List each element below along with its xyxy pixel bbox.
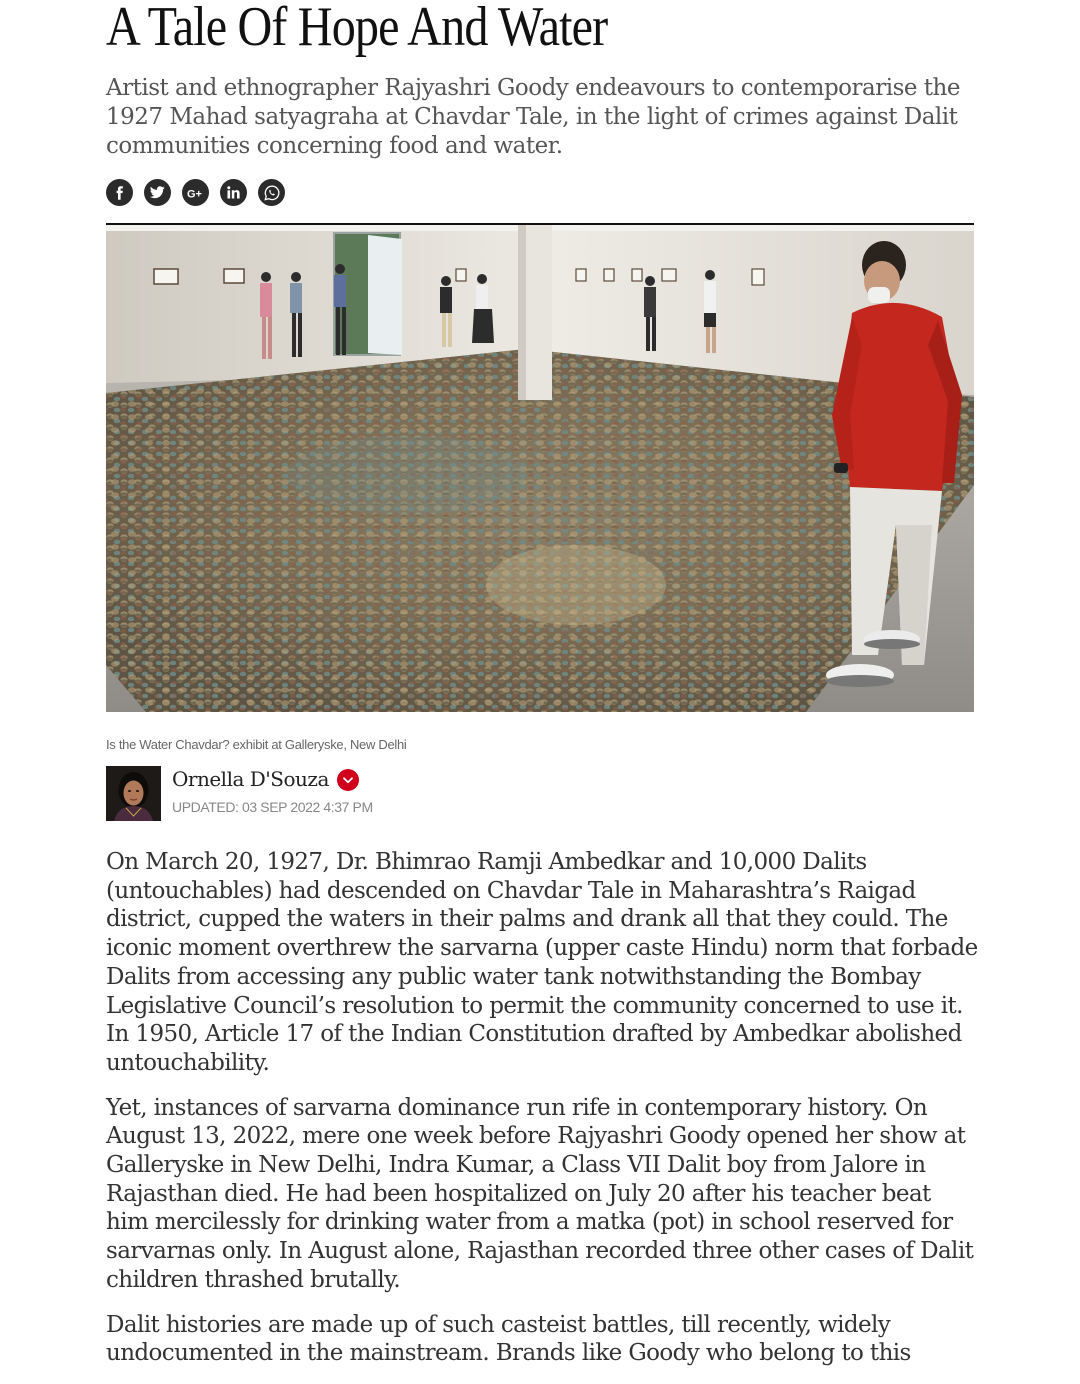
facebook-icon [113,186,127,200]
image-caption: Is the Water Chavdar? exhibit at Galleryske, New Delhi [106,737,407,752]
google-plus-share-button[interactable] [182,179,209,206]
twitter-share-button[interactable] [144,179,171,206]
body-paragraph: Dalit histories are made up of such casteist battles, till recently, widely undocumented in the mainstream. Brands like Goody who belong to this [106,1311,911,1367]
linkedin-icon [227,186,240,199]
share-bar [106,179,285,206]
whatsapp-share-button[interactable] [258,179,285,206]
google-plus-icon [187,187,205,199]
author-byline [106,766,974,822]
author-avatar[interactable] [106,766,161,821]
author-expand-button[interactable] [337,769,359,791]
author-name[interactable]: Ornella D'Souza [172,767,329,791]
updated-timestamp: UPDATED: 03 SEP 2022 4:37 PM [172,799,373,815]
author-portrait-illustration [106,766,161,821]
body-paragraph: On March 20, 1927, Dr. Bhimrao Ramji Ambedkar and 10,000 Dalits (untouchables) had descended on Chavdar Tale in Maharashtra’s Raigad district, cupped the waters in their palms and drank all that they could. The iconic moment overthrew the sarvarna (upper caste Hindu) norm that forbade Dalits from accessing any public water tank notwithstanding the Bombay Legislative Council’s resolution to permit the community concerned to use it. In 1950, Article 17 of the Indian Constitution drafted by Ambedkar abolished untouchability. [106,849,978,1076]
twitter-icon [150,186,165,199]
article-photo[interactable] [106,225,974,712]
article-body [106,848,978,1384]
linkedin-share-button[interactable] [220,179,247,206]
body-paragraph: Yet, instances of sarvarna dominance run rife in contemporary history. On August 13, 2022, mere one week before Rajyashri Goody opened her show at Galleryske in New Delhi, Indra Kumar, a Class VII Dalit boy from Jalore in Rajasthan died. He had been hospitalized on July 20 after his teacher beat him mercilessly for drinking water from a matka (pot) in school reserved for sarvarnas only. In August alone, Rajasthan recorded three other cases of Dalit children thrashed brutally. [106,1094,974,1293]
article-standfirst: Artist and ethnographer Rajyashri Goody endeavours to contemporarise the 1927 Mahad satyagraha at Chavdar Tale, in the light of crimes against Dalit communities concerning food and water. [106,75,960,159]
article-headline: A Tale Of Hope And Water [106,0,608,58]
chevron-down-icon [343,777,353,784]
facebook-share-button[interactable] [106,179,133,206]
exhibit-photo-illustration [106,225,974,712]
whatsapp-icon [264,185,280,201]
svg-text:G+: G+ [186,188,202,200]
